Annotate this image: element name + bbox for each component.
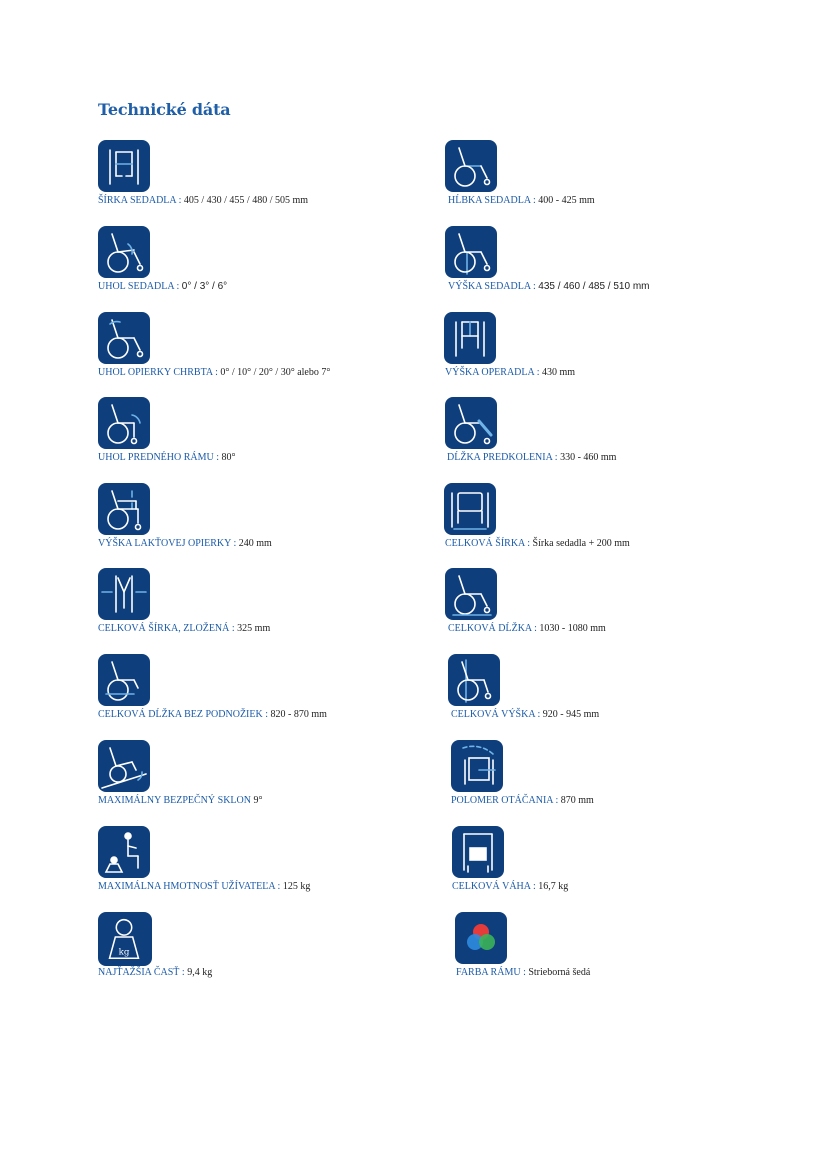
frame-color-icon: [455, 912, 507, 964]
spec-value: 435 / 460 / 485 / 510 mm: [538, 281, 650, 292]
overall-height-icon: [448, 654, 500, 706]
spec-value: 430 mm: [541, 367, 576, 378]
spec-value: 80°: [221, 452, 236, 463]
spec-label: VÝŠKA LAKŤOVEJ OPIERKY: [98, 538, 231, 549]
spec-label: CELKOVÁ ŠÍRKA, ZLOŽENÁ: [98, 623, 230, 634]
page-title: Technické dáta: [98, 100, 231, 119]
spec-value: 240 mm: [238, 538, 272, 549]
kg-text: kg: [118, 947, 130, 958]
spec-label: DĹŽKA PREDKOLENIA: [447, 452, 553, 463]
spec-label: CELKOVÁ DĹŽKA: [448, 623, 532, 634]
overall-length-icon: [445, 568, 497, 620]
spec-label: CELKOVÁ DĹŽKA BEZ PODNOŽIEK: [98, 709, 263, 720]
spec-value: 16,7 kg: [538, 881, 569, 892]
spec-label: VÝŠKA SEDADLA: [448, 281, 531, 292]
spec-value: 9°: [253, 795, 263, 806]
overall-width-icon: [444, 483, 496, 535]
spec-value: 870 mm: [560, 795, 594, 806]
spec-value: 9,4 kg: [187, 967, 213, 978]
spec-value: Strieborná šedá: [528, 967, 591, 978]
spec-label: MAXIMÁLNA HMOTNOSŤ UŽÍVATEĽA: [98, 881, 276, 892]
spec-value: 0° / 3° / 6°: [181, 281, 228, 292]
spec-value: 125 kg: [282, 881, 311, 892]
spec-label: ŠÍRKA SEDADLA: [98, 195, 179, 206]
folded-width-icon: [98, 568, 150, 620]
seat-angle-icon: [98, 226, 150, 278]
heaviest-part-icon: [98, 912, 152, 966]
spec-value: 820 - 870 mm: [270, 709, 327, 720]
total-weight-icon: [452, 826, 504, 878]
spec-value: 325 mm: [237, 623, 271, 634]
turning-radius-icon: [451, 740, 503, 792]
front-frame-angle-icon: [98, 397, 150, 449]
seat-width-icon: [98, 140, 150, 192]
spec-label: CELKOVÁ ŠÍRKA: [445, 538, 525, 549]
max-safe-slope-icon: [98, 740, 150, 792]
seat-height-icon: [445, 226, 497, 278]
spec-value: 1030 - 1080 mm: [539, 623, 606, 634]
spec-value: 0° / 10° / 20° / 30° alebo 7°: [220, 367, 331, 378]
max-user-weight-icon: [98, 826, 150, 878]
spec-label: FARBA RÁMU: [456, 967, 521, 978]
spec-label: CELKOVÁ VÝŠKA: [451, 709, 535, 720]
spec-label: UHOL SEDADLA: [98, 281, 175, 292]
lower-leg-length-icon: [445, 397, 497, 449]
seat-depth-icon: [445, 140, 497, 192]
spec-label: UHOL PREDNÉHO RÁMU: [98, 452, 214, 463]
length-without-footrests-icon: [98, 654, 150, 706]
spec-label: CELKOVÁ VÁHA: [452, 881, 531, 892]
backrest-angle-icon: [98, 312, 150, 364]
spec-value: Šírka sedadla + 200 mm: [532, 538, 630, 549]
spec-label: NAJŤAŽŠIA ČASŤ: [98, 967, 180, 978]
spec-label: MAXIMÁLNY BEZPEČNÝ SKLON: [98, 795, 251, 806]
spec-label: POLOMER OTÁČANIA: [451, 795, 553, 806]
backrest-height-icon: [444, 312, 496, 364]
spec-value: 920 - 945 mm: [542, 709, 600, 720]
spec-label: UHOL OPIERKY CHRBTA: [98, 367, 213, 378]
spec-label: HĹBKA SEDADLA: [448, 195, 531, 206]
spec-value: 405 / 430 / 455 / 480 / 505 mm: [183, 195, 309, 206]
spec-value: 400 - 425 mm: [538, 195, 595, 206]
spec-value: 330 - 460 mm: [560, 452, 617, 463]
armrest-height-icon: [98, 483, 150, 535]
spec-label: VÝŠKA OPERADLA: [445, 367, 535, 378]
